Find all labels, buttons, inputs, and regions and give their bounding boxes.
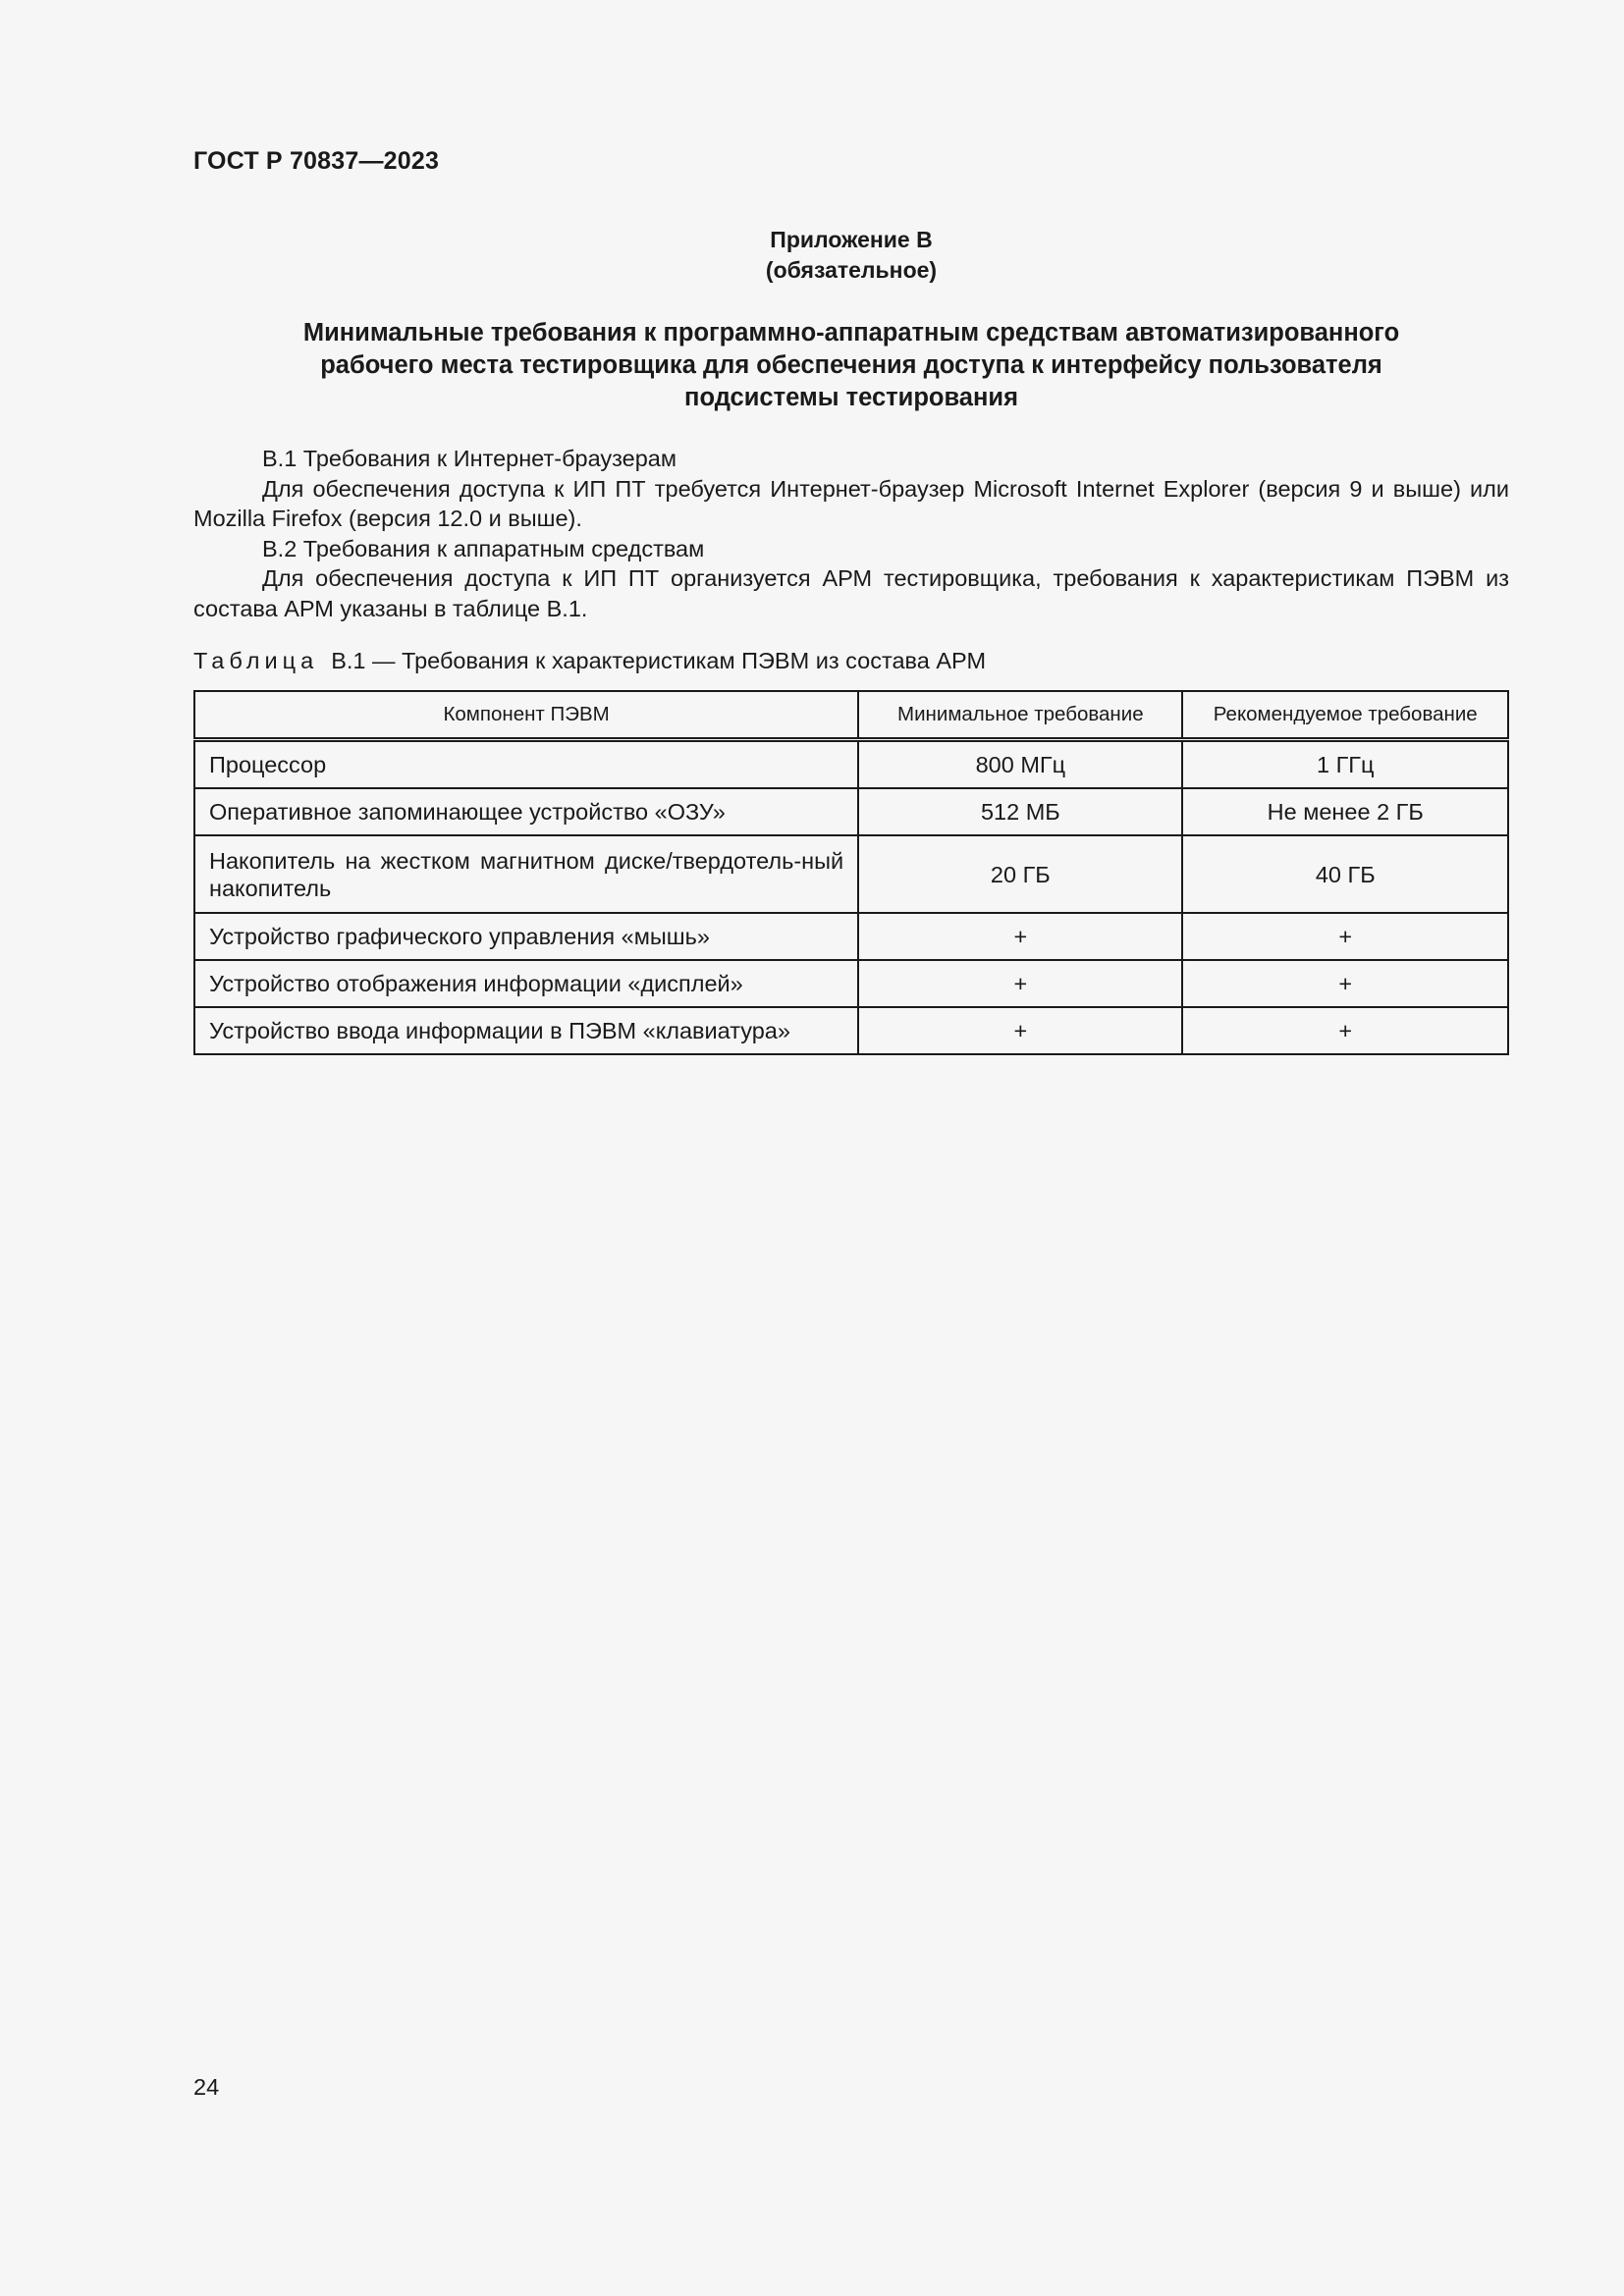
cell-recommended: 40 ГБ (1182, 835, 1508, 913)
table-header-row (194, 691, 1508, 740)
appendix-status: (обязательное) (765, 257, 938, 283)
table-caption-text: В.1 — Требования к характеристикам ПЭВМ из состава АРМ (331, 648, 987, 673)
header-component: Компонент ПЭВМ (194, 691, 858, 740)
cell-component: Оперативное запоминающее устройство «ОЗУ» (194, 788, 858, 835)
cell-component: Процессор (194, 740, 858, 789)
table-row (194, 740, 1508, 789)
cell-recommended: 1 ГГц (1182, 740, 1508, 789)
document-page (193, 0, 1509, 2296)
table-row (194, 1007, 1508, 1054)
table-caption (193, 648, 986, 674)
cell-component: Устройство ввода информации в ПЭВМ «клавиатура» (194, 1007, 858, 1054)
table-row (194, 960, 1508, 1007)
cell-minimum: 512 МБ (858, 788, 1182, 835)
table-caption-prefix: Таблица (193, 648, 319, 673)
paragraph-browsers: Для обеспечения доступа к ИП ПТ требуется Интернет-браузер Microsoft Internet Explorer (версия 9 и выше) или Mozilla Firefox (версия 12.0 и выше). (193, 475, 1509, 531)
section-heading-b1: В.1 Требования к Интернет-браузерам (262, 446, 677, 471)
cell-recommended: + (1182, 1007, 1508, 1054)
cell-component: Накопитель на жестком магнитном диске/твердотель-ный накопитель (194, 835, 858, 913)
header-recommended: Рекомендуемое требование (1182, 691, 1508, 740)
cell-minimum: 800 МГц (858, 740, 1182, 789)
cell-minimum: + (858, 960, 1182, 1007)
appendix-heading (193, 225, 1509, 286)
cell-component: Устройство графического управления «мышь» (194, 913, 858, 960)
body-text (193, 444, 1509, 623)
table-row (194, 913, 1508, 960)
section-heading-b2: В.2 Требования к аппаратным средствам (262, 535, 705, 561)
paragraph-hardware: Для обеспечения доступа к ИП ПТ организуется АРМ тестировщика, требования к характеристикам ПЭВМ из состава АРМ указаны в таблице В.1. (193, 565, 1509, 621)
cell-recommended: + (1182, 960, 1508, 1007)
requirements-table (193, 690, 1509, 1055)
title-line-3: подсистемы тестирования (684, 384, 1018, 411)
table-row (194, 788, 1508, 835)
cell-minimum: 20 ГБ (858, 835, 1182, 913)
cell-component: Устройство отображения информации «дисплей» (194, 960, 858, 1007)
document-code: ГОСТ Р 70837—2023 (193, 147, 440, 175)
table-row (194, 835, 1508, 913)
appendix-label: Приложение В (770, 227, 933, 252)
title-line-1: Минимальные требования к программно-аппаратным средствам автоматизированного (302, 319, 1400, 347)
title-line-2: рабочего места тестировщика для обеспечения доступа к интерфейсу пользователя (320, 351, 1382, 379)
cell-minimum: + (858, 1007, 1182, 1054)
cell-minimum: + (858, 913, 1182, 960)
page-number: 24 (193, 2074, 220, 2100)
cell-recommended: + (1182, 913, 1508, 960)
appendix-title (193, 317, 1509, 414)
header-minimum: Минимальное требование (858, 691, 1182, 740)
cell-recommended: Не менее 2 ГБ (1182, 788, 1508, 835)
